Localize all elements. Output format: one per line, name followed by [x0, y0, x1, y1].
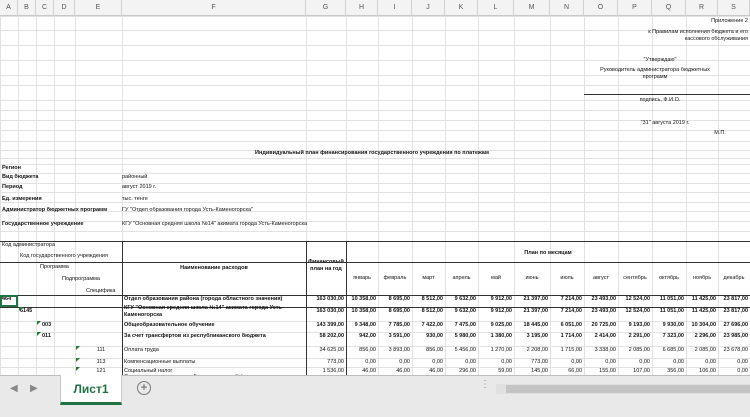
row-month-value: 0,00 [673, 359, 684, 365]
row-month-value: 356,00 [667, 368, 684, 374]
row-month-value: 1 270,00 [490, 347, 512, 353]
row-code-institution: 6145 [20, 308, 33, 314]
column-header-a[interactable]: A [0, 0, 18, 16]
head-program: Программа [40, 264, 69, 270]
rules-line-2: кассового обслуживания [684, 36, 748, 42]
row-month-value: 8 512,00 [421, 296, 443, 302]
approved-label: "Утверждаю" [643, 57, 677, 63]
row-month-value: 7 785,00 [388, 322, 410, 328]
info-value-2: август 2019 г. [122, 184, 157, 190]
column-header-f[interactable]: F [122, 0, 306, 16]
row-month-value: 10 304,00 [691, 322, 716, 328]
row-code-program: 011 [42, 333, 51, 339]
head-month-3: апрель [452, 275, 471, 281]
row-month-value: 20 725,00 [591, 322, 616, 328]
row-month-value: 7 422,00 [421, 322, 443, 328]
row-month-value: 1 714,00 [560, 333, 582, 339]
row-annual: 163 030,00 [316, 308, 344, 314]
row-month-value: 10 358,00 [351, 308, 376, 314]
row-month-value: 3 195,00 [526, 333, 548, 339]
row-month-value: 12 524,00 [625, 296, 650, 302]
row-month-value: 23 817,00 [723, 296, 748, 302]
head-month-10: ноябрь [692, 275, 712, 281]
table-border-col [122, 241, 123, 375]
gridline-row [0, 158, 750, 159]
annex-label: Приложение 2 [711, 18, 748, 24]
row-annual: 34 625,00 [319, 347, 344, 353]
gridline-row [0, 85, 750, 86]
row-month-value: 5 456,00 [454, 347, 476, 353]
row-month-value: 2 291,00 [628, 333, 650, 339]
row-month-value: 2 296,00 [694, 333, 716, 339]
row-month-value: 2 085,00 [694, 347, 716, 353]
info-value-1: районный [122, 174, 148, 180]
row-month-value: 2 208,00 [526, 347, 548, 353]
column-header-h[interactable]: H [346, 0, 378, 16]
column-header-k[interactable]: K [445, 0, 478, 16]
row-month-value: 942,00 [359, 333, 376, 339]
info-value-5: КГУ "Основная средняя школа №14" акимата города Усть-Каменогорска [122, 221, 308, 227]
column-header-n[interactable]: N [550, 0, 584, 16]
gridline-col [0, 16, 1, 375]
info-value-4: ГУ "Отдел образования города Усть-Каменогорска" [122, 207, 254, 213]
row-month-value: 21 397,00 [523, 308, 548, 314]
column-header-r[interactable]: R [686, 0, 718, 16]
row-month-value: 9 930,00 [662, 322, 684, 328]
row-month-value: 1 715,00 [560, 347, 582, 353]
row-month-value: 773,00 [531, 359, 548, 365]
document-title: Индивидуальный план финансирования государственного учреждения по платежам [255, 150, 489, 156]
table-border-row [0, 262, 750, 263]
row-month-value: 11 425,00 [691, 308, 716, 314]
row-month-value: 2 085,00 [628, 347, 650, 353]
row-month-value: 46,00 [396, 368, 410, 374]
column-header-m[interactable]: M [514, 0, 550, 16]
row-month-value: 23 493,00 [591, 296, 616, 302]
info-label-2: Период [2, 184, 23, 190]
info-label-4: Администратор бюджетных программ [2, 207, 108, 213]
row-month-value: 106,00 [699, 368, 716, 374]
head-annual: Финансовый план на год [308, 259, 344, 272]
sign-label: подпись, Ф.И.О. [639, 97, 681, 103]
rules-line-1: к Правилам исполнения бюджета и его [648, 29, 748, 35]
row-annual: 1 536,00 [322, 368, 344, 374]
info-label-3: Ед. измерения [2, 196, 42, 202]
add-sheet-button[interactable]: + [137, 381, 151, 395]
splitter-handle-icon[interactable]: ⋮ [480, 379, 489, 390]
row-month-value: 66,00 [568, 368, 582, 374]
row-name: Оплата труда [124, 347, 159, 353]
row-month-value: 9 912,00 [490, 296, 512, 302]
head-specifics: Специфика [86, 288, 116, 294]
row-month-value: 9 193,00 [628, 322, 650, 328]
gridline-row [0, 110, 750, 111]
scrollbar-thumb[interactable] [506, 385, 750, 393]
gridline-row [0, 192, 750, 193]
column-header-j[interactable]: J [412, 0, 445, 16]
row-annual: 143 399,00 [316, 322, 344, 328]
row-month-value: 7 475,00 [454, 322, 476, 328]
row-month-value: 10 358,00 [351, 296, 376, 302]
info-value-3: тыс. тенге [122, 196, 148, 202]
row-month-value: 3 338,00 [594, 347, 616, 353]
head-subprogram: Подпрограмма [62, 276, 100, 282]
info-label-1: Вид бюджета [2, 174, 39, 180]
row-month-value: 0,00 [571, 359, 582, 365]
row-annual: 58 202,00 [319, 333, 344, 339]
row-month-value: 12 524,00 [625, 308, 650, 314]
column-header-o[interactable]: O [584, 0, 618, 16]
column-header-e[interactable]: E [75, 0, 122, 16]
row-month-value: 46,00 [429, 368, 443, 374]
row-month-value: 0,00 [432, 359, 443, 365]
row-month-value: 7 214,00 [560, 308, 582, 314]
error-marker-icon [19, 307, 23, 311]
row-month-value: 9 912,00 [490, 308, 512, 314]
row-month-value: 11 051,00 [659, 308, 684, 314]
error-marker-icon [76, 358, 80, 362]
row-month-value: 0,00 [465, 359, 476, 365]
row-month-value: 107,00 [633, 368, 650, 374]
row-month-value: 0,00 [399, 359, 410, 365]
row-month-value: 1 380,00 [490, 333, 512, 339]
row-month-value: 296,00 [459, 368, 476, 374]
gridline-row [0, 130, 750, 131]
signature-line [584, 94, 750, 95]
head-month-2: март [422, 275, 435, 281]
row-month-value: 9 632,00 [454, 308, 476, 314]
row-month-value: 59,00 [498, 368, 512, 374]
row-month-value: 930,00 [426, 333, 443, 339]
column-header-b[interactable]: B [18, 0, 36, 16]
row-month-value: 11 425,00 [691, 296, 716, 302]
head-month-6: июль [560, 275, 574, 281]
row-month-value: 856,00 [426, 347, 443, 353]
head-month-11: декабрь [723, 275, 745, 281]
column-header-s[interactable]: S [718, 0, 750, 16]
row-month-value: 21 397,00 [523, 296, 548, 302]
gridline-row [0, 141, 750, 142]
row-month-value: 23 985,00 [723, 333, 748, 339]
row-month-value: 0,00 [365, 359, 376, 365]
row-month-value: 155,00 [599, 368, 616, 374]
error-marker-icon [37, 321, 41, 325]
row-month-value: 46,00 [362, 368, 376, 374]
head-month-1: февраль [383, 275, 407, 281]
row-month-value: 5 980,00 [454, 333, 476, 339]
gridline-row [0, 16, 750, 17]
row-month-value: 9 348,00 [354, 322, 376, 328]
row-month-value: 145,00 [531, 368, 548, 374]
row-month-value: 0,00 [737, 359, 748, 365]
row-name: За счет трансфертов из республиканского бюджета [124, 333, 266, 339]
row-code-admin: 464 [2, 296, 12, 302]
row-month-value: 9 025,00 [490, 322, 512, 328]
table-border-row [0, 241, 750, 242]
row-name: КГУ "Основная средняя школа №14" акимата города Усть-Каменогорска [124, 305, 284, 318]
head-code-admin: Код администратора [2, 242, 56, 248]
row-month-value: 23 817,00 [723, 308, 748, 314]
sheet-tab-list1[interactable]: Лист1 [60, 375, 122, 405]
row-month-value: 9 632,00 [454, 296, 476, 302]
row-name: Социальный налог [124, 368, 173, 374]
horizontal-scrollbar[interactable] [496, 384, 750, 394]
column-header-i[interactable]: I [378, 0, 412, 16]
head-month-4: май [491, 275, 501, 281]
row-month-value: 856,00 [359, 347, 376, 353]
row-name: Общеобразовательное обучение [124, 322, 215, 328]
row-month-value: 18 445,00 [523, 322, 548, 328]
head-month-5: июнь [525, 275, 539, 281]
head-month-9: октябрь [658, 275, 680, 281]
scroll-left-icon[interactable]: ◀ [10, 383, 18, 394]
row-code-specifics: 111 [96, 347, 106, 353]
head-month-0: январь [353, 275, 371, 281]
column-header-d[interactable]: D [54, 0, 75, 16]
column-header-q[interactable]: Q [652, 0, 686, 16]
row-month-value: 27 696,00 [723, 322, 748, 328]
date-label: "31" августа 2019 г. [640, 120, 690, 126]
sheet-tab-bar [0, 375, 750, 417]
row-annual: 163 030,00 [316, 296, 344, 302]
row-code-specifics: 121 [96, 368, 106, 374]
row-month-value: 8 695,00 [388, 296, 410, 302]
column-header-p[interactable]: P [618, 0, 652, 16]
head-plan-months: План по месяцам [524, 250, 572, 256]
row-month-value: 23 678,00 [723, 347, 748, 353]
row-month-value: 3 591,00 [388, 333, 410, 339]
row-month-value: 0,00 [501, 359, 512, 365]
row-month-value: 0,00 [605, 359, 616, 365]
column-header-g[interactable]: G [306, 0, 346, 16]
row-month-value: 23 493,00 [591, 308, 616, 314]
scroll-right-icon[interactable]: ▶ [30, 383, 38, 394]
gridline-row [0, 45, 750, 46]
row-name: Отдел образования района (города областного значения) [124, 296, 283, 302]
row-month-value: 0,00 [737, 368, 748, 374]
info-label-5: Государственное учреждение [2, 221, 84, 227]
error-marker-icon [37, 332, 41, 336]
row-month-value: 6 685,00 [662, 347, 684, 353]
head-month-7: август [593, 275, 609, 281]
head-line-1: Руководитель администратора бюджетных [600, 67, 710, 73]
head-code-group: Код государственного учреждения [20, 253, 108, 259]
error-marker-icon [76, 367, 80, 371]
active-cell[interactable] [0, 295, 18, 307]
head-line-2: программ [642, 74, 668, 80]
row-month-value: 8 695,00 [388, 308, 410, 314]
row-month-value: 7 323,00 [662, 333, 684, 339]
row-month-value: 0,00 [705, 359, 716, 365]
info-label-0: Регион [2, 165, 21, 171]
mp-label: М.П. [714, 130, 726, 136]
row-month-value: 3 893,00 [388, 347, 410, 353]
row-month-value: 7 214,00 [560, 296, 582, 302]
gridline-row [0, 231, 750, 232]
row-month-value: 2 414,00 [594, 333, 616, 339]
head-month-8: сентябрь [623, 275, 647, 281]
row-month-value: 0,00 [639, 359, 650, 365]
head-name: Наименование расходов [180, 265, 248, 271]
row-month-value: 6 051,00 [560, 322, 582, 328]
row-month-value: 8 512,00 [421, 308, 443, 314]
column-header-c[interactable]: C [36, 0, 54, 16]
row-month-value: 11 051,00 [659, 296, 684, 302]
row-code-program: 003 [42, 322, 52, 328]
error-marker-icon [76, 346, 80, 350]
row-annual: 773,00 [327, 359, 344, 365]
row-name: Компенсационные выплаты [124, 359, 196, 365]
column-header-l[interactable]: L [478, 0, 514, 16]
row-code-specifics: 113 [96, 359, 106, 365]
